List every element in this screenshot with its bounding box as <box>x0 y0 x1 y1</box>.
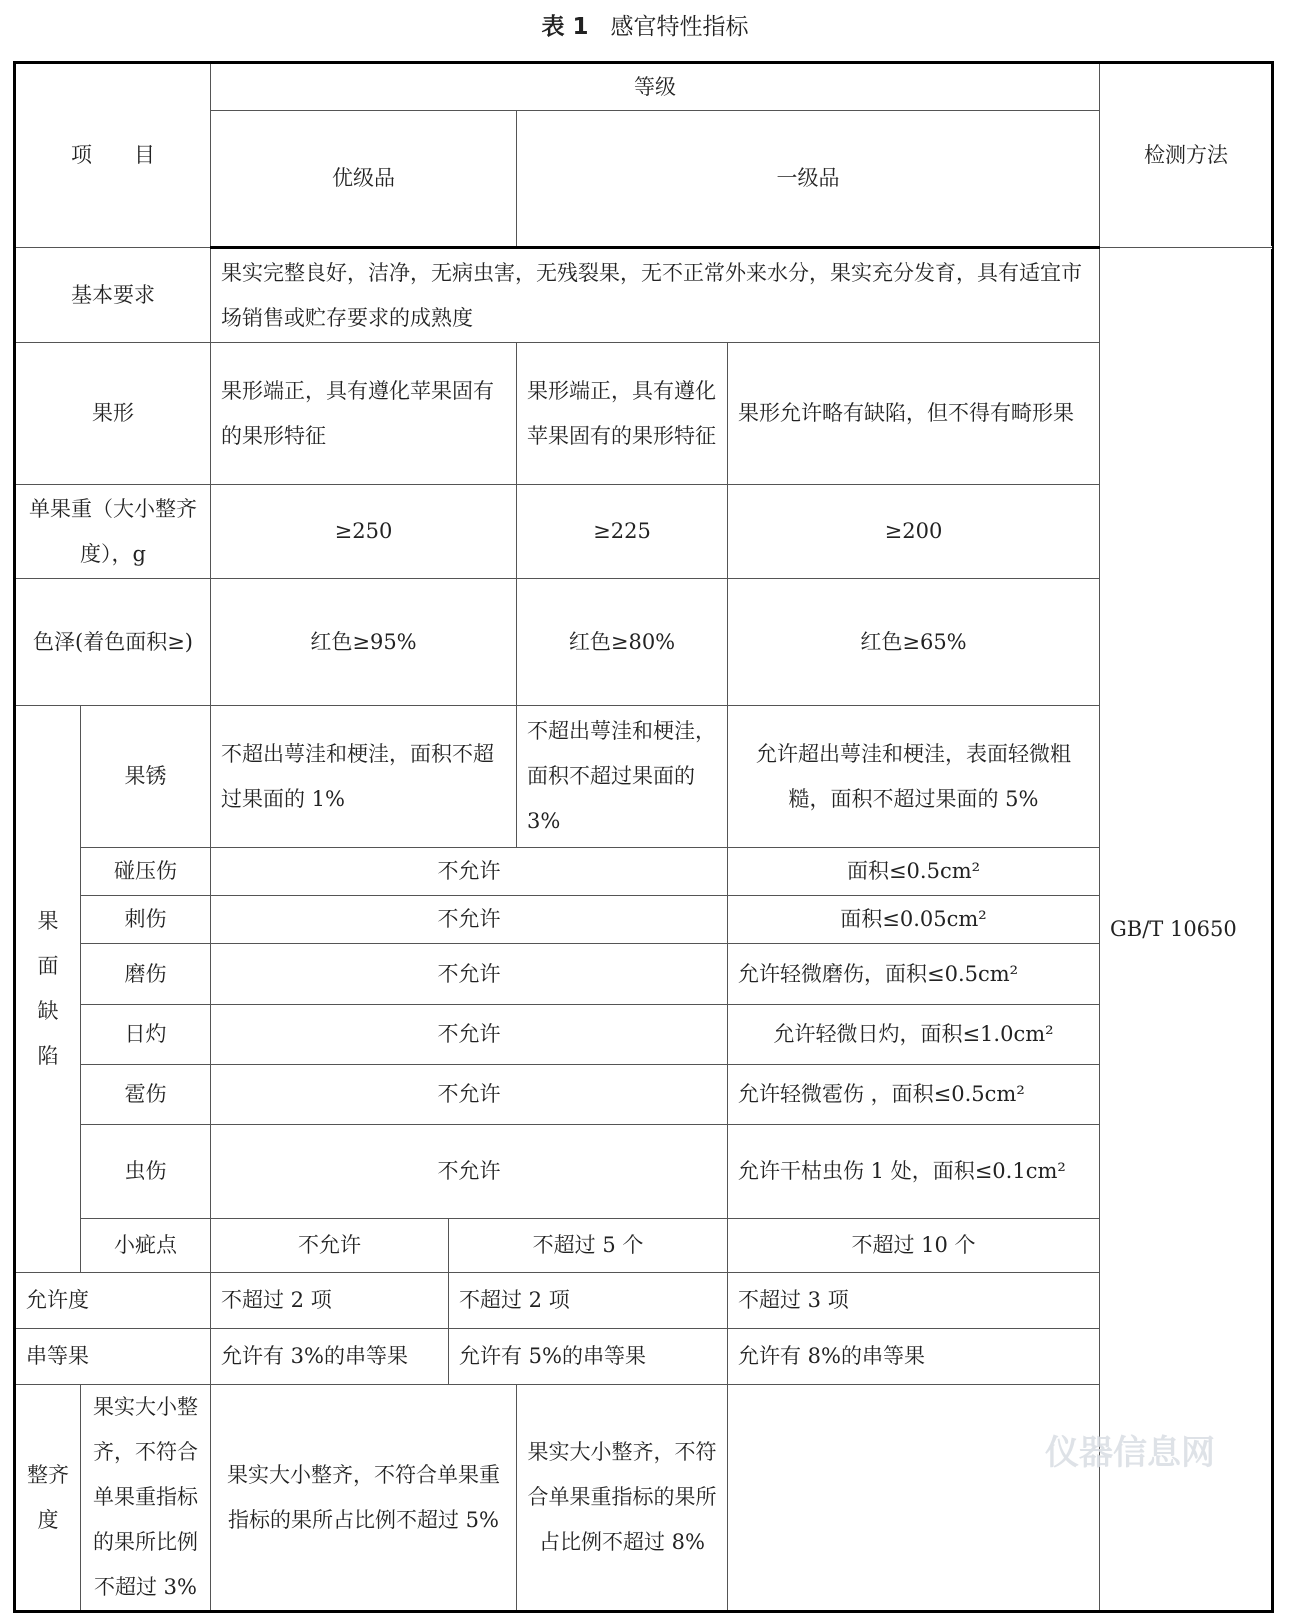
table-row-insect <box>15 1125 1273 1219</box>
cell-first: 允许有 5%的串等果 <box>449 1329 728 1385</box>
cell-premium-first: 不允许 <box>211 896 728 944</box>
table-row-basic <box>15 248 1273 343</box>
cell-first: 果形端正，具有遵化苹果固有的果形特征 <box>517 343 728 485</box>
cell-second: 允许有 8%的串等果 <box>728 1329 1100 1385</box>
cell-premium: ≥250 <box>211 485 517 579</box>
row-label: 刺伤 <box>81 896 211 944</box>
cell-second: 果形允许略有缺陷，但不得有畸形果 <box>728 343 1100 485</box>
cell-first: ≥225 <box>517 485 728 579</box>
table-row-weight <box>15 485 1273 579</box>
header-method: 检测方法 <box>1100 63 1273 248</box>
table-row-mixed <box>15 1329 1273 1385</box>
table-row-bruise <box>15 848 1273 896</box>
table-caption <box>0 8 1290 41</box>
row-label: 磨伤 <box>81 944 211 1005</box>
defect-group-char: 陷 <box>37 1044 59 1068</box>
cell-first: 红色≥80% <box>517 579 728 706</box>
cell-second: 面积≤0.5cm² <box>728 848 1100 896</box>
row-label: 碰压伤 <box>81 848 211 896</box>
header-premium: 优级品 <box>211 111 517 248</box>
table-row-color <box>15 579 1273 706</box>
header-first: 一级品 <box>517 111 1100 248</box>
cell-premium: 不允许 <box>211 1219 449 1273</box>
cell-second: 允许轻微磨伤，面积≤0.5cm² <box>728 944 1100 1005</box>
cell-second: 果实大小整齐，不符合单果重指标的果所占比例不超过 8% <box>517 1385 728 1612</box>
cell-premium: 果形端正，具有遵化苹果固有的果形特征 <box>211 343 517 485</box>
cell-second: 允许干枯虫伤 1 处，面积≤0.1cm² <box>728 1125 1100 1219</box>
cell-second: 面积≤0.05cm² <box>728 896 1100 944</box>
cell-premium: 允许有 3%的串等果 <box>211 1329 449 1385</box>
cell-premium-first: 不允许 <box>211 944 728 1005</box>
row-label: 色泽(着色面积≥) <box>15 579 211 706</box>
cell-second: 不超过 10 个 <box>728 1219 1100 1273</box>
defect-group-char: 缺 <box>37 999 59 1023</box>
cell-premium-first: 不允许 <box>211 848 728 896</box>
defect-group-label <box>15 706 81 1273</box>
row-label: 整齐度 <box>15 1385 81 1612</box>
row-label: 允许度 <box>15 1273 211 1329</box>
method-value: GB/T 10650 <box>1100 248 1273 1612</box>
row-label: 虫伤 <box>81 1125 211 1219</box>
table-title: 感官特性指标 <box>610 14 749 40</box>
cell-premium-first: 不允许 <box>211 1005 728 1065</box>
cell-first: 果实大小整齐，不符合单果重指标的果所占比例不超过 5% <box>211 1385 517 1612</box>
basic-requirement-text: 果实完整良好，洁净，无病虫害，无残裂果，无不正常外来水分，果实充分发育，具有适宜市场销售或贮存要求的成熟度 <box>211 248 1100 343</box>
cell-premium: 不超过 2 项 <box>211 1273 449 1329</box>
cell-first: 不超过 5 个 <box>449 1219 728 1273</box>
header-row-1 <box>15 63 1273 111</box>
cell-second: 允许轻微雹伤 ，面积≤0.5cm² <box>728 1065 1100 1125</box>
cell-premium: 不超出萼洼和梗洼，面积不超过果面的 1% <box>211 706 517 848</box>
row-label: 雹伤 <box>81 1065 211 1125</box>
defect-group-char: 果 <box>37 909 59 933</box>
cell-premium: 果实大小整齐，不符合单果重指标的果所比例不超过 3% <box>81 1385 211 1612</box>
cell-second: 允许轻微日灼，面积≤1.0cm² <box>728 1005 1100 1065</box>
cell-first: 不超出萼洼和梗洼，面积不超过果面的 3% <box>517 706 728 848</box>
table-row-puncture <box>15 896 1273 944</box>
defect-group-char: 面 <box>37 954 59 978</box>
table-row-rust <box>15 706 1273 848</box>
row-label: 日灼 <box>81 1005 211 1065</box>
cell-first: 不超过 2 项 <box>449 1273 728 1329</box>
cell-second: 不超过 3 项 <box>728 1273 1100 1329</box>
cell-premium: 红色≥95% <box>211 579 517 706</box>
cell-second: 红色≥65% <box>728 579 1100 706</box>
watermark-logo: 仪器信息网 <box>1045 1433 1215 1473</box>
header-grade: 等级 <box>211 63 1100 111</box>
cell-second: 允许超出萼洼和梗洼，表面轻微粗糙，面积不超过果面的 5% <box>728 706 1100 848</box>
cell-premium-first: 不允许 <box>211 1125 728 1219</box>
table-row-sunburn <box>15 1005 1273 1065</box>
row-label: 果锈 <box>81 706 211 848</box>
row-label: 串等果 <box>15 1329 211 1385</box>
table-row-shape <box>15 343 1273 485</box>
table-row-spots <box>15 1219 1273 1273</box>
cell-second: ≥200 <box>728 485 1100 579</box>
table-row-hail <box>15 1065 1273 1125</box>
row-label: 小疵点 <box>81 1219 211 1273</box>
table-row-uniformity <box>15 1385 1273 1612</box>
row-label: 果形 <box>15 343 211 485</box>
table-row-tolerance <box>15 1273 1273 1329</box>
table-number: 表 1 <box>541 14 589 40</box>
row-label: 基本要求 <box>15 248 211 343</box>
header-item: 项 目 <box>15 63 211 248</box>
cell-premium-first: 不允许 <box>211 1065 728 1125</box>
table-row-abrasion <box>15 944 1273 1005</box>
row-label: 单果重（大小整齐度），g <box>15 485 211 579</box>
sensory-index-table <box>13 61 1274 1613</box>
